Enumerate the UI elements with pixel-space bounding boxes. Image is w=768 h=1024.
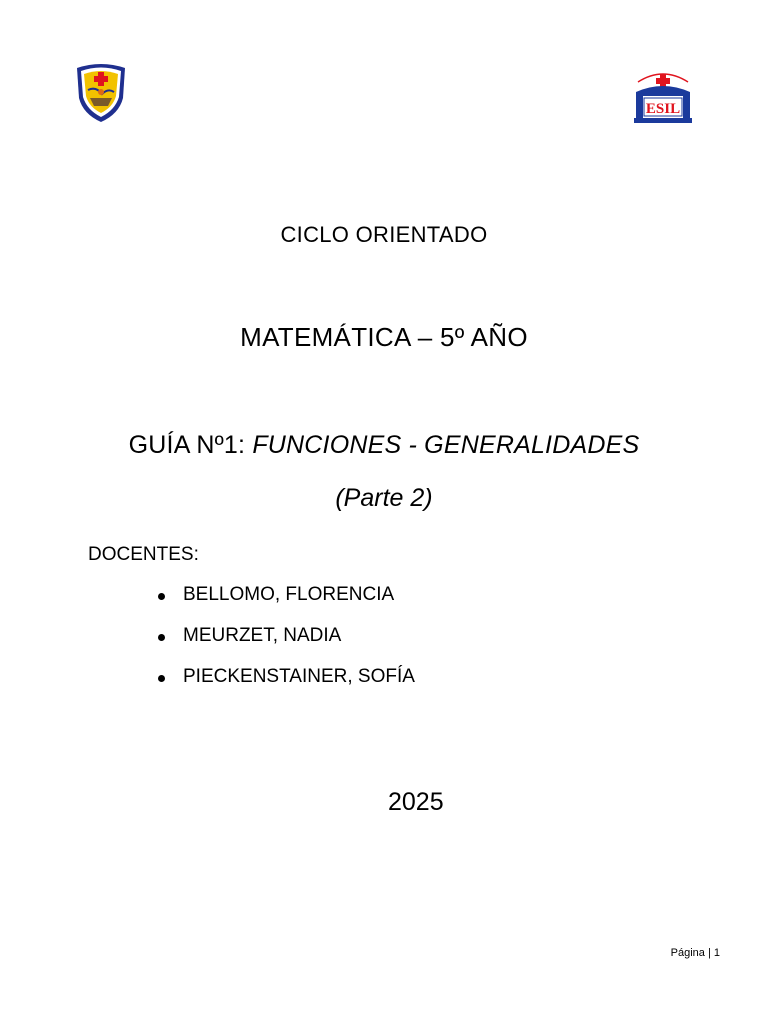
school-shield-crest-icon [74, 60, 128, 124]
guide-title [0, 431, 768, 460]
teacher-name: BELLOMO, FLORENCIA [183, 584, 395, 605]
list-item [158, 584, 415, 625]
guide-prefix: GUÍA Nº1: [128, 431, 253, 459]
teacher-name: MEURZET, NADIA [183, 625, 342, 646]
cycle-title: CICLO ORIENTADO [280, 222, 488, 247]
teachers-list [158, 584, 415, 707]
school-crest-logo [74, 60, 128, 124]
teachers-label: DOCENTES: [88, 544, 199, 565]
year: 2025 [388, 788, 444, 816]
bullet-icon [158, 675, 165, 682]
esil-logo [632, 66, 694, 124]
guide-part: (Parte 2) [335, 484, 433, 512]
svg-text:ESIL: ESIL [645, 101, 681, 117]
guide-topic: FUNCIONES - GENERALIDADES [252, 431, 640, 459]
bullet-icon [158, 634, 165, 641]
list-item [158, 625, 415, 666]
subject-title: MATEMÁTICA – 5º AÑO [240, 322, 528, 352]
teacher-name: PIECKENSTAINER, SOFÍA [183, 666, 415, 687]
page-number: Página | 1 [670, 947, 720, 959]
bullet-icon [158, 593, 165, 600]
list-item [158, 666, 415, 707]
esil-arch-logo-icon [632, 66, 694, 124]
